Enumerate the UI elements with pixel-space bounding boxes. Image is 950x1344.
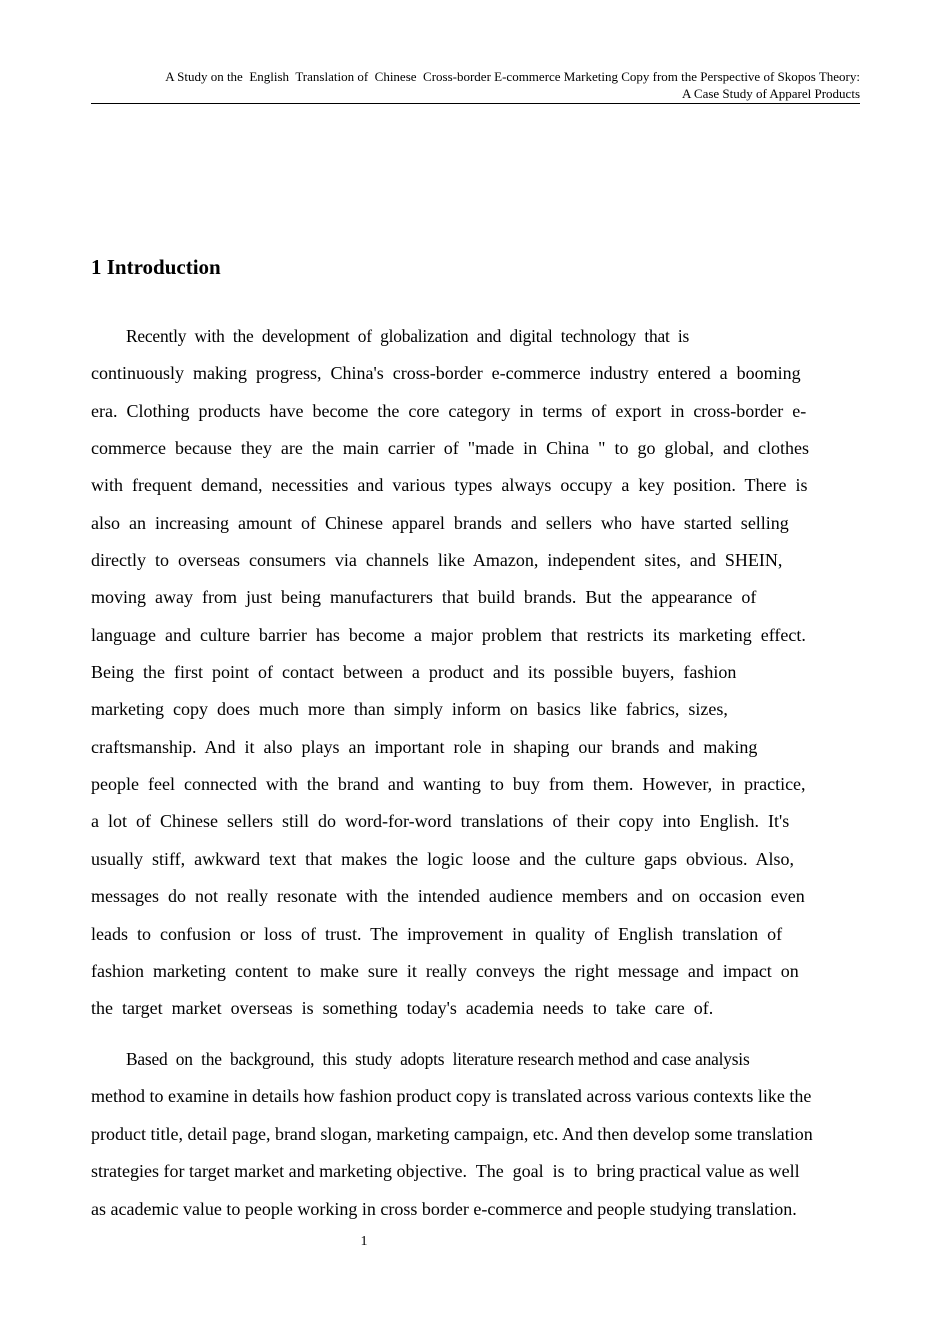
text-line: moving away from just being manufacturers that build brands. But the appearance of xyxy=(91,587,757,608)
text-line: language and culture barrier has become a major problem that restricts its marketing effect. xyxy=(91,624,806,645)
text-line: strategies for target market and marketing objective. The goal is to bring practical value as well xyxy=(91,1161,800,1182)
text-line: method to examine in details how fashion product copy is translated across various contexts like the xyxy=(91,1086,812,1107)
text-line: commerce because they are the main carrier of "made in China " to go global, and clothes xyxy=(91,438,809,459)
text-line: also an increasing amount of Chinese apparel brands and sellers who have started selling xyxy=(91,512,789,533)
page-number: 1 xyxy=(360,1234,368,1249)
running-header xyxy=(91,68,860,104)
text-line: fashion marketing content to make sure it really conveys the right message and impact on xyxy=(91,960,799,981)
text-line: product title, detail page, brand slogan, marketing campaign, etc. And then develop some translation xyxy=(91,1123,813,1144)
text-line: with frequent demand, necessities and various types always occupy a key position. There is xyxy=(91,475,808,496)
text-line: directly to overseas consumers via channels like Amazon, independent sites, and SHEIN, xyxy=(91,550,783,571)
text-line: leads to confusion or loss of trust. The improvement in quality of English translation of xyxy=(91,923,783,944)
text-line: craftsmanship. And it also plays an important role in shaping our brands and making xyxy=(91,736,758,757)
text-line: era. Clothing products have become the core category in terms of export in cross-border e- xyxy=(91,400,807,421)
text-line: Being the first point of contact between a product and its possible buyers, fashion xyxy=(91,662,737,683)
running-header-line-1: A Study on the English Translation of Chinese Cross-border E-commerce Marketing Copy from the Perspective of Skopos Theory: xyxy=(165,69,860,84)
text-line: Based on the background, this study adopts literature research method and case analysis xyxy=(126,1049,750,1069)
text-line: people feel connected with the brand and wanting to buy from them. However, in practice, xyxy=(91,774,806,795)
text-line: continuously making progress, China's cross-border e-commerce industry entered a booming xyxy=(91,363,801,384)
running-header-line-2: A Case Study of Apparel Products xyxy=(681,86,860,101)
text-line: the target market overseas is something today's academia needs to take care of. xyxy=(91,998,714,1019)
text-line: a lot of Chinese sellers still do word-for-word translations of their copy into English. It's xyxy=(91,811,790,832)
section-heading: 1 Introduction xyxy=(91,255,221,279)
body-paragraph-2 xyxy=(91,1041,860,1228)
text-line: messages do not really resonate with the intended audience members and on occasion even xyxy=(91,886,805,907)
body-paragraph-1 xyxy=(91,318,860,1028)
text-line: marketing copy does much more than simply inform on basics like fabrics, sizes, xyxy=(91,699,728,720)
text-line: usually stiff, awkward text that makes the logic loose and the culture gaps obvious. Also, xyxy=(91,848,795,869)
text-line: as academic value to people working in cross border e-commerce and people studying translation. xyxy=(91,1198,797,1219)
text-line: Recently with the development of globalization and digital technology that is xyxy=(126,326,690,346)
